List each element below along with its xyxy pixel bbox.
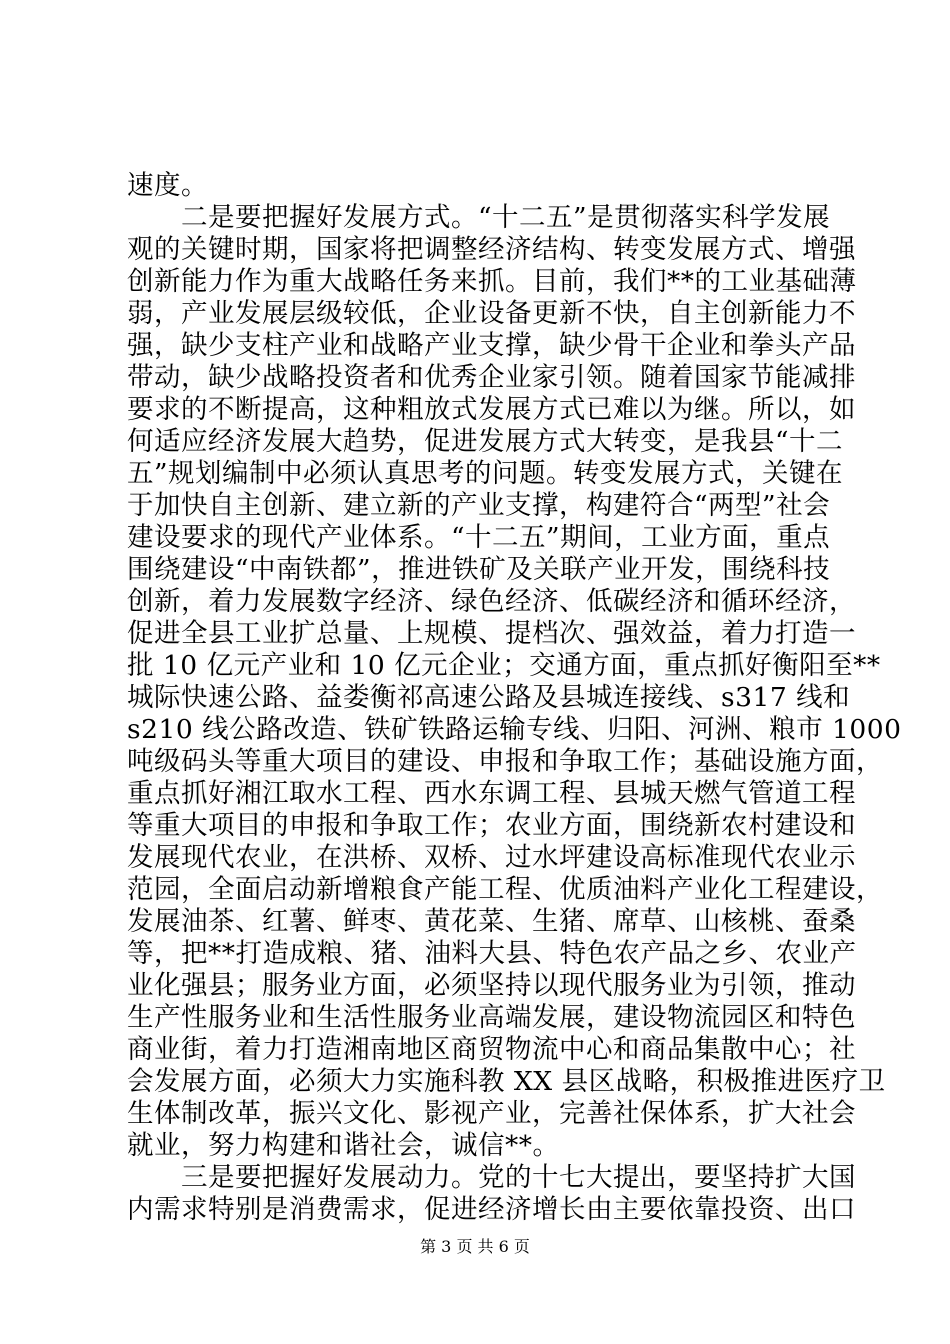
text-line: 二是要把握好发展方式。“十二五”是贯彻落实科学发展 [127,202,831,233]
page-number-footer: 第 3 页 共 6 页 [420,1237,530,1256]
text-line: 带动，缺少战略投资者和优秀企业家引领。随着国家节能减排 [127,362,856,393]
text-line: 等重大项目的申报和争取工作；农业方面，围绕新农村建设和 [127,810,856,841]
text-line: 创新能力作为重大战略任务来抓。目前，我们**的工业基础薄 [127,266,857,297]
text-line: 生体制改革，振兴文化、影视产业，完善社保体系，扩大社会 [127,1098,856,1129]
text-line: 生产性服务业和生活性服务业高端发展，建设物流园区和特色 [127,1002,856,1033]
text-line: 范园，全面启动新增粮食产能工程、优质油料产业化工程建设， [127,874,883,905]
text-line: 建设要求的现代产业体系。“十二五”期间，工业方面，重点 [127,522,831,553]
text-line: 吨级码头等重大项目的建设、申报和争取工作；基础设施方面， [127,746,883,777]
text-line: 商业街，着力打造湘南地区商贸物流中心和商品集散中心；社 [127,1034,856,1065]
text-line: 五”规划编制中必须认真思考的问题。转变发展方式，关键在 [127,458,844,489]
text-line: 发展油茶、红薯、鲜枣、黄花菜、生猪、席草、山核桃、蚕桑 [127,906,856,937]
text-line: 发展现代农业，在洪桥、双桥、过水坪建设高标准现代农业示 [127,842,856,873]
text-line: 批 10 亿元产业和 10 亿元企业；交通方面，重点抓好衡阳至** [127,650,881,681]
text-line: 何适应经济发展大趋势，促进发展方式大转变，是我县“十二 [127,426,844,457]
text-line: 弱，产业发展层级较低，企业设备更新不快，自主创新能力不 [127,298,856,329]
text-line: 于加快自主创新、建立新的产业支撑，构建符合“两型”社会 [127,490,831,521]
text-line: 观的关键时期，国家将把调整经济结构、转变发展方式、增强 [127,234,856,265]
text-line: 三是要把握好发展动力。党的十七大提出，要坚持扩大国 [127,1162,856,1193]
text-line: s210 线公路改造、铁矿铁路运输专线、归阳、河洲、粮市 1000 [127,714,902,745]
text-line: 等，把**打造成粮、猪、油料大县、特色农产品之乡、农业产 [127,938,857,969]
text-line: 内需求特别是消费需求，促进经济增长由主要依靠投资、出口 [127,1194,856,1225]
text-line: 城际快速公路、益娄衡祁高速公路及县城连接线、s317 线和 [127,682,851,713]
text-line: 速度。 [127,170,208,201]
text-line: 强，缺少支柱产业和战略产业支撑，缺少骨干企业和拳头产品 [127,330,856,361]
text-line: 促进全县工业扩总量、上规模、提档次、强效益，着力打造一 [127,618,856,649]
text-line: 会发展方面，必须大力实施科教 XX 县区战略，积极推进医疗卫 [127,1066,886,1097]
text-line: 重点抓好湘江取水工程、西水东调工程、县城天燃气管道工程 [127,778,856,809]
text-line: 创新，着力发展数字经济、绿色经济、低碳经济和循环经济， [127,586,856,617]
text-line: 围绕建设“中南铁都”，推进铁矿及关联产业开发，围绕科技 [127,554,831,585]
text-line: 要求的不断提高，这种粗放式发展方式已难以为继。所以，如 [127,394,856,425]
text-line: 就业，努力构建和谐社会，诚信**。 [127,1130,560,1161]
text-line: 业化强县；服务业方面，必须坚持以现代服务业为引领，推动 [127,970,856,1001]
